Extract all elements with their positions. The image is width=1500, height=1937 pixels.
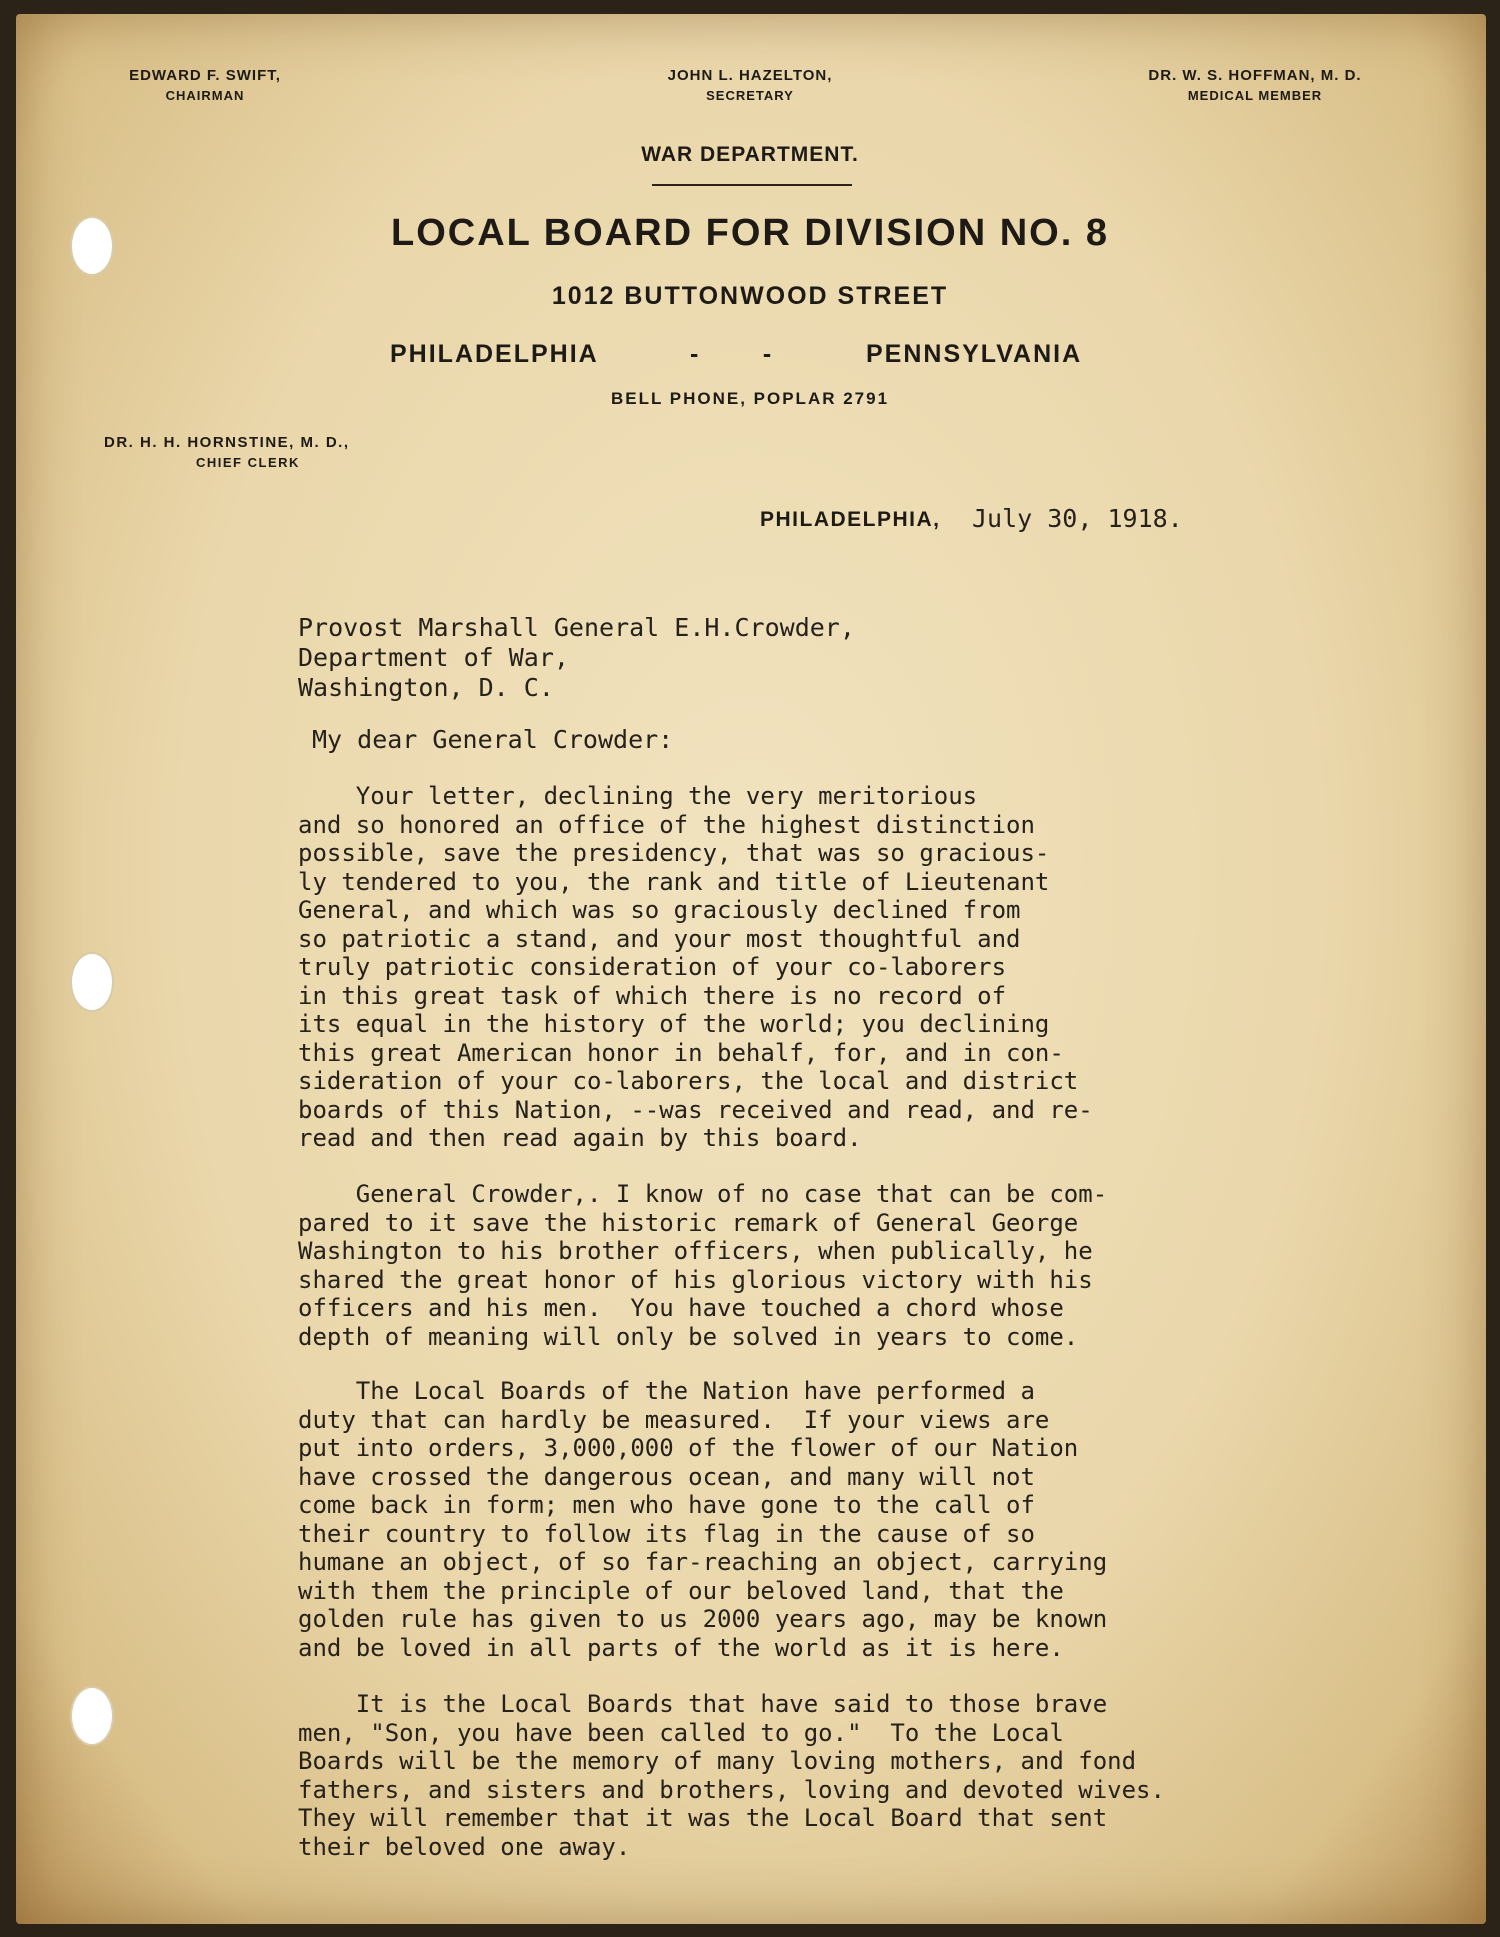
member-name: JOHN L. HAZELTON, [667, 67, 833, 84]
body-line: The Local Boards of the Nation have performed a [298, 1377, 1035, 1405]
body-line: Washington to his brother officers, when publically, he [298, 1237, 1093, 1265]
body-line: in this great task of which there is no record of [298, 981, 1007, 1010]
clerk-name: DR. H. H. HORNSTINE, M. D., [104, 434, 350, 451]
body-line: shared the great honor of his glorious victory with his [298, 1265, 1093, 1294]
body-line: come back in form; men who have gone to the call of [298, 1491, 1035, 1519]
body-line: General, and which was so graciously declined from [298, 896, 1021, 924]
body-line: sideration of your co-laborers, the local and district [298, 1067, 1079, 1095]
body-line: golden rule has given to us 2000 years ago, may be known [298, 1605, 1108, 1633]
punch-hole-bottom [70, 1686, 114, 1746]
body-line: and be loved in all parts of the world as it is here. [298, 1633, 1064, 1662]
body-line: ly tendered to you, the rank and title of Lieutenant [298, 867, 1050, 896]
dateline-place: PHILADELPHIA, [760, 508, 941, 531]
body-paragraph-2 [298, 1180, 1328, 1351]
heading-rule [652, 184, 852, 186]
member-medical [1090, 66, 1420, 106]
clerk-role: CHIEF CLERK [196, 455, 300, 470]
body-line: so patriotic a stand, and your most thoughtful and [298, 924, 1021, 953]
body-line: possible, save the presidency, that was so gracious- [298, 839, 1050, 867]
body-line: fathers, and sisters and brothers, loving and devoted wives. [298, 1775, 1165, 1804]
body-line: this great American honor in behalf, for, and in con- [298, 1038, 1064, 1067]
body-paragraph-1 [298, 782, 1328, 1153]
member-role: SECRETARY [706, 88, 794, 103]
body-line: Boards will be the memory of many loving mothers, and fond [298, 1747, 1137, 1775]
body-line: boards of this Nation, --was received and read, and re- [298, 1095, 1093, 1124]
body-line: and so honored an office of the highest distinction [298, 810, 1035, 839]
recipient-line: Department of War, [298, 643, 569, 672]
body-line: humane an object, of so far-reaching an object, carrying [298, 1548, 1108, 1576]
body-line: pared to it save the historic remark of General George [298, 1208, 1079, 1237]
member-role: CHAIRMAN [165, 88, 245, 103]
department-heading: WAR DEPARTMENT. [641, 143, 859, 166]
body-line: their beloved one away. [298, 1832, 631, 1861]
body-line: put into orders, 3,000,000 of the flower of our Nation [298, 1434, 1079, 1462]
body-line: read and then read again by this board. [298, 1124, 862, 1152]
street-address: 1012 BUTTONWOOD STREET [551, 282, 949, 310]
body-line: It is the Local Boards that have said to those brave [298, 1690, 1108, 1718]
city: PHILADELPHIA [390, 340, 599, 368]
recipient-line: Provost Marshall General E.H.Crowder, [298, 613, 855, 642]
body-line: General Crowder,. I know of no case that can be com- [298, 1180, 1108, 1208]
member-chairman [90, 66, 320, 106]
member-name: DR. W. S. HOFFMAN, M. D. [1148, 67, 1362, 84]
recipient-block [298, 613, 1328, 703]
body-line: duty that can hardly be measured. If your views are [298, 1405, 1050, 1434]
member-secretary [625, 66, 875, 106]
body-line: depth of meaning will only be solved in years to come. [298, 1322, 1079, 1351]
salutation: My dear General Crowder: [312, 725, 674, 754]
body-line: men, "Son, you have been called to go." To the Local [298, 1718, 1064, 1747]
dateline-date: July 30, 1918. [972, 504, 1183, 533]
body-line: They will remember that it was the Local Board that sent [298, 1804, 1108, 1832]
state: PENNSYLVANIA [866, 340, 1083, 368]
phone: BELL PHONE, POPLAR 2791 [610, 389, 890, 408]
body-line: their country to follow its flag in the cause of so [298, 1519, 1035, 1548]
body-line: its equal in the history of the world; you declining [298, 1010, 1050, 1038]
body-line: have crossed the dangerous ocean, and many will not [298, 1462, 1035, 1491]
member-role: MEDICAL MEMBER [1187, 88, 1323, 103]
body-paragraph-4 [298, 1690, 1328, 1861]
member-name: EDWARD F. SWIFT, [129, 67, 281, 84]
punch-hole-middle [70, 952, 114, 1012]
city-state-separator: - - [690, 340, 773, 368]
body-line: truly patriotic consideration of your co-laborers [298, 953, 1007, 981]
body-line: officers and his men. You have touched a chord whose [298, 1294, 1064, 1322]
body-line: Your letter, declining the very meritorious [298, 782, 978, 810]
recipient-line: Washington, D. C. [298, 673, 554, 702]
body-line: with them the principle of our beloved land, that the [298, 1576, 1064, 1605]
board-title: LOCAL BOARD FOR DIVISION NO. 8 [390, 212, 1109, 254]
body-paragraph-3 [298, 1377, 1328, 1662]
